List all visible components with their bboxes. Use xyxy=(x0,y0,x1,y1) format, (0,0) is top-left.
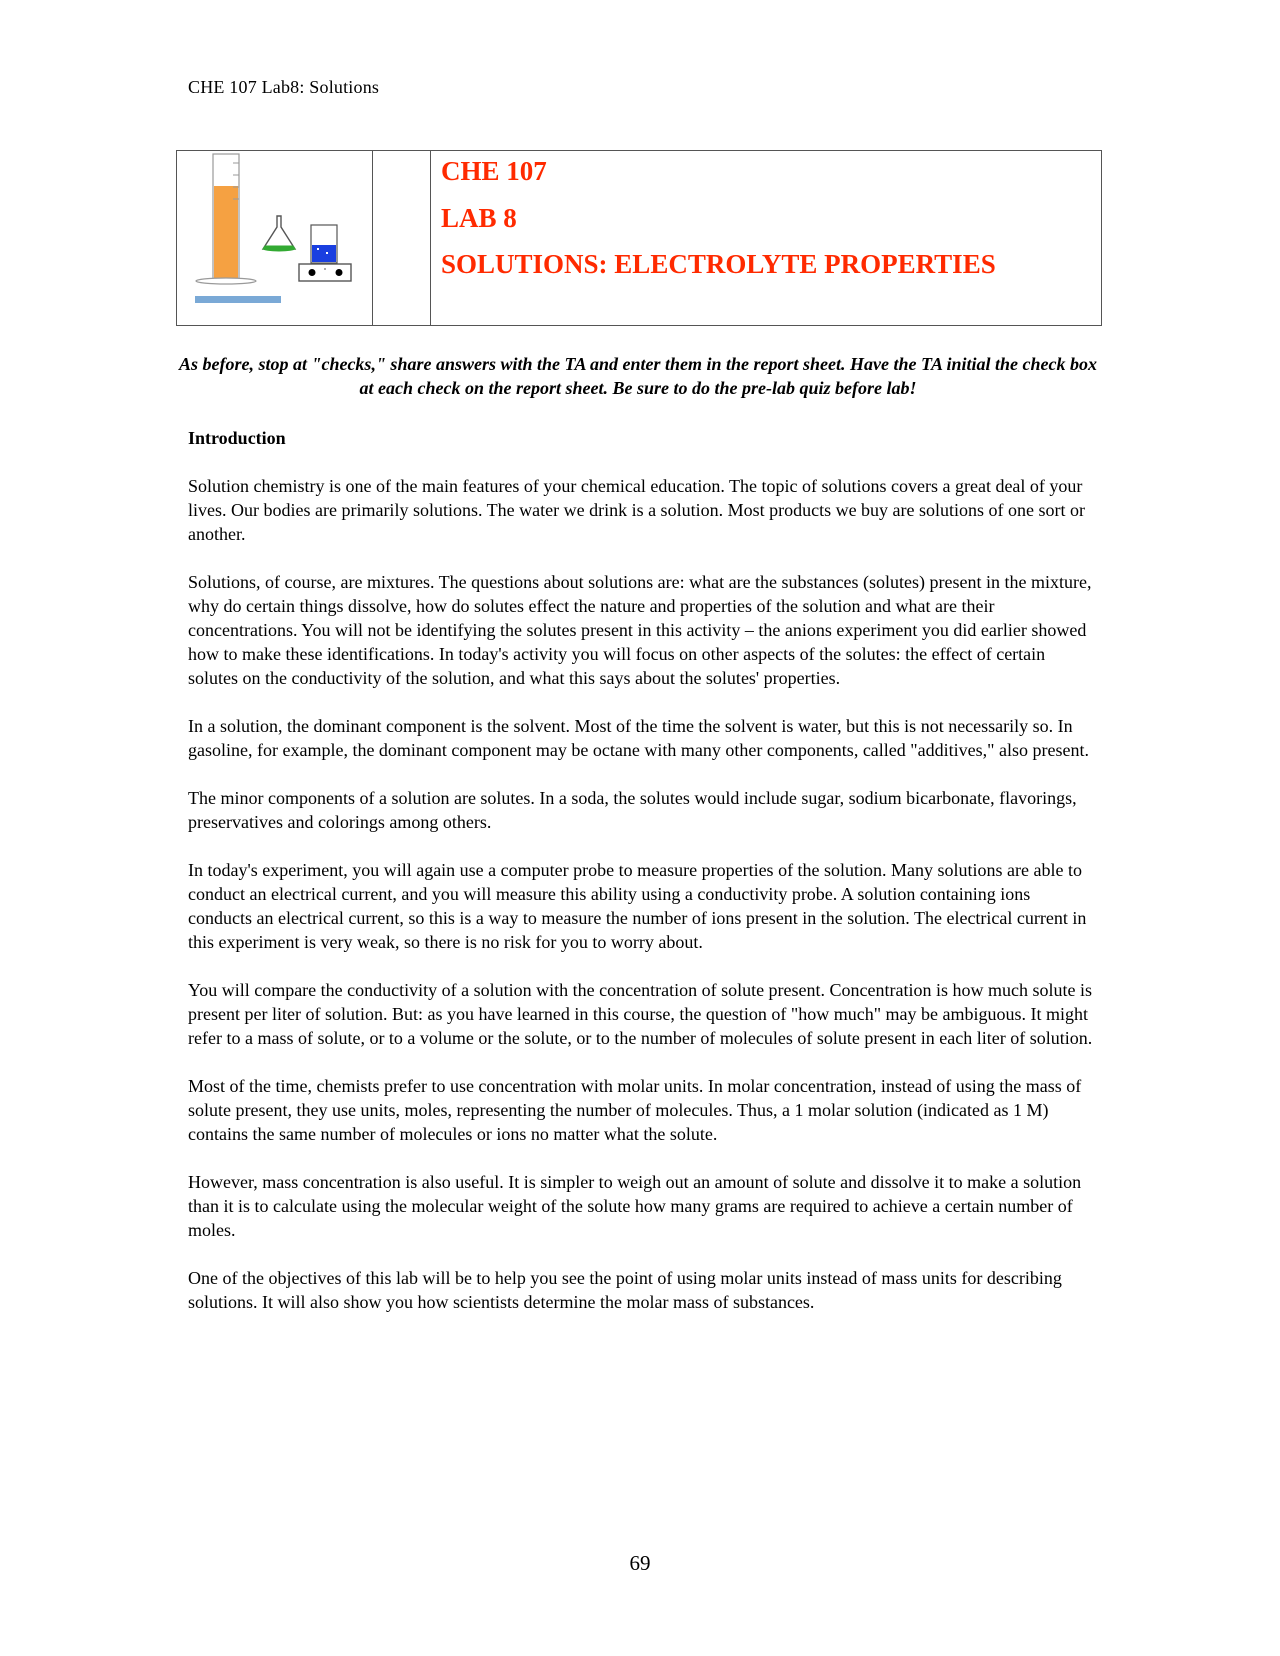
paragraph: One of the objectives of this lab will be to help you see the point of using molar units instead of mass units for describing solutions. It will also show you how scientists determine the molar mass of substances. xyxy=(188,1268,1062,1312)
paragraph: In a solution, the dominant component is the solvent. Most of the time the solvent is water, but this is not necessarily so. In gasoline, for example, the dominant component may be octane with many other components, called "additives," also present. xyxy=(188,716,1089,760)
page-number: 69 xyxy=(629,1551,651,1575)
course-code: CHE 107 xyxy=(441,156,547,186)
paragraph: In today's experiment, you will again use a computer probe to measure properties of the solution. Many solutions are able to conduct an electrical current, and you will measure this ability using a conductivity probe. A solution containing ions conducts an electrical current, so this is a way to measure the number of ions present in the solution. The electrical current in this experiment is very weak, so there is no risk for you to worry about. xyxy=(188,860,1087,952)
lab-glassware-icon xyxy=(177,151,373,325)
title-box-spacer-cell xyxy=(373,151,431,325)
instructions-notice: As before, stop at "checks," share answers with the TA and enter them in the report sheet. Have the TA initial the check box at each check on the report sheet. Be sure to do the pre-lab quiz before lab! xyxy=(178,354,1098,398)
paragraph: The minor components of a solution are solutes. In a soda, the solutes would include sugar, sodium bicarbonate, flavorings, preservatives and colorings among others. xyxy=(188,788,1077,832)
lab-number: LAB 8 xyxy=(441,203,517,233)
introduction-heading: Introduction xyxy=(188,428,286,448)
paragraph: Solutions, of course, are mixtures. The questions about solutions are: what are the substances (solutes) present in the mixture, why do certain things dissolve, how do solutes effect the nature and properties of the solution and what are their concentrations. You will not be identifying the solutes present in this activity – the anions experiment you did earlier showed how to make these identifications. In today's activity you will focus on other aspects of the solutes: the effect of certain solutes on the conductivity of the solution, and what this says about the solutes' properties. xyxy=(188,572,1092,688)
introduction-body xyxy=(188,474,1094,1338)
lab-title: SOLUTIONS: ELECTROLYTE PROPERTIES xyxy=(441,249,996,279)
paragraph: Solution chemistry is one of the main features of your chemical education. The topic of solutions covers a great deal of your lives. Our bodies are primarily solutions. The water we drink is a solution. Most products we buy are solutions of one sort or another. xyxy=(188,476,1086,544)
paragraph: However, mass concentration is also useful. It is simpler to weigh out an amount of solute and dissolve it to make a solution than it is to calculate using the molecular weight of the solute how many grams are required to achieve a certain number of moles. xyxy=(188,1172,1082,1240)
paragraph: You will compare the conductivity of a solution with the concentration of solute present. Concentration is how much solute is present per liter of solution. But: as you have learned in this course, the question of "how much" may be ambiguous. It might refer to a mass of solute, or to a volume or the solute, or to the number of molecules of solute present in each liter of solution. xyxy=(188,980,1093,1048)
running-header: CHE 107 Lab8: Solutions xyxy=(188,77,380,97)
title-box xyxy=(176,150,1102,326)
title-cell xyxy=(441,151,1101,325)
paragraph: Most of the time, chemists prefer to use concentration with molar units. In molar concentration, instead of using the mass of solute present, they use units, moles, representing the number of molecules. Thus, a 1 molar solution (indicated as 1 M) contains the same number of molecules or ions no matter what the solute. xyxy=(188,1076,1082,1144)
